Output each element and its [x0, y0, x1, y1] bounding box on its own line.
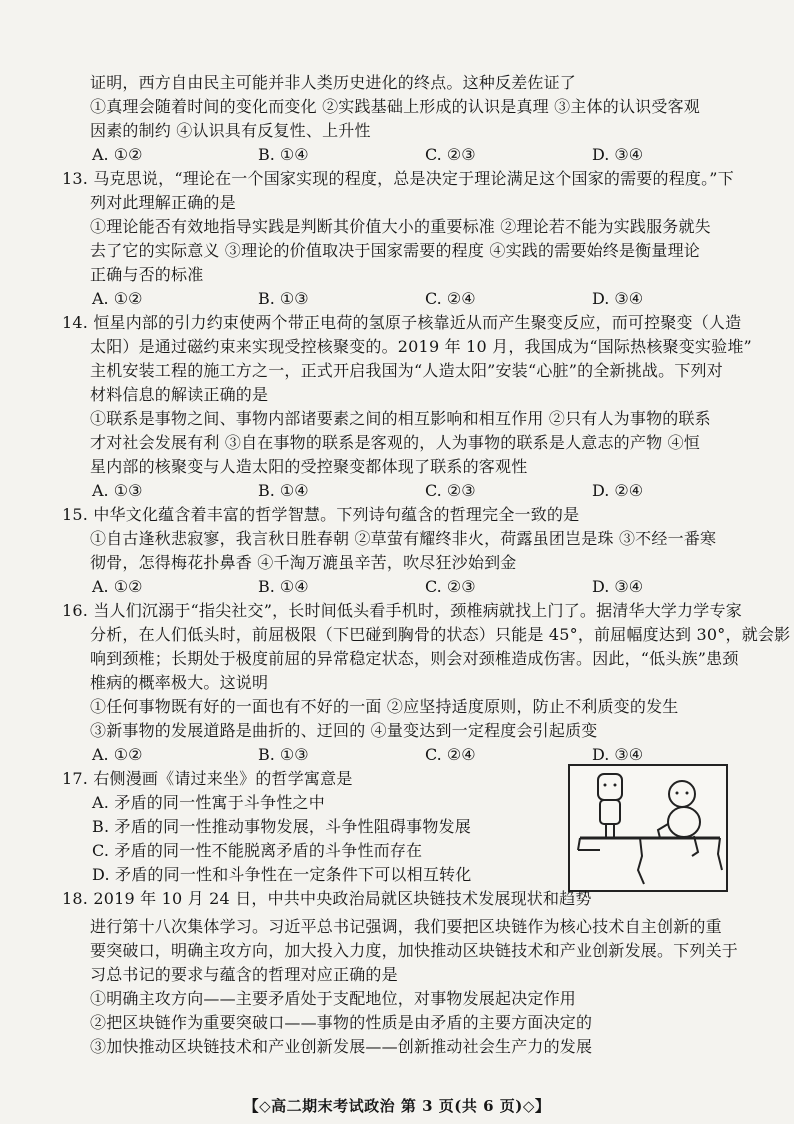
option-a[interactable]: A. ①③: [92, 481, 143, 500]
q17-option-a[interactable]: A. 矛盾的同一性寓于斗争性之中: [92, 793, 325, 812]
option-a[interactable]: A. ①②: [92, 289, 143, 308]
option-a[interactable]: A. ①②: [92, 145, 143, 164]
q16-options: [92, 745, 652, 765]
q12-line: ①真理会随着时间的变化而变化 ②实践基础上形成的认识是真理 ③主体的认识受客观: [90, 97, 700, 116]
q17-option-c[interactable]: C. 矛盾的同一性不能脱离矛盾的斗争性而存在: [92, 841, 423, 860]
q14-stem: 14. 恒星内部的引力约束使两个带正电荷的氢原子核靠近从而产生聚变反应，而可控聚变（人造: [62, 313, 742, 332]
q15-options: [92, 577, 652, 597]
option-b[interactable]: B. ①③: [258, 745, 309, 764]
q13-line: 正确与否的标准: [90, 265, 204, 284]
option-c[interactable]: C. ②④: [425, 289, 476, 308]
option-d[interactable]: D. ③④: [592, 289, 644, 308]
q18-line: 进行第十八次集体学习。习近平总书记强调，我们要把区块链作为核心技术自主创新的重: [90, 917, 722, 936]
option-c[interactable]: C. ②③: [425, 145, 476, 164]
option-a[interactable]: A. ①②: [92, 577, 143, 596]
q14-line: 材料信息的解读正确的是: [90, 385, 269, 404]
q16-stem: 16. 当人们沉溺于“指尖社交”，长时间低头看手机时，颈椎病就找上门了。据清华大学力学专家: [62, 601, 742, 620]
page-footer: 【◇高二期末考试政治 第 3 页(共 6 页)◇】: [243, 1097, 551, 1115]
q18-line: ②把区块链作为重要突破口——事物的性质是由矛盾的主要方面决定的: [90, 1013, 593, 1032]
q14-line: 才对社会发展有利 ③自在事物的联系是客观的，人为事物的联系是人意志的产物 ④恒: [90, 433, 700, 452]
option-b[interactable]: B. ①③: [258, 289, 309, 308]
cartoon-please-sit: [568, 764, 728, 892]
option-b[interactable]: B. ①④: [258, 145, 309, 164]
q17-option-b[interactable]: B. 矛盾的同一性推动事物发展，斗争性阻碍事物发展: [92, 817, 471, 836]
q12-options: [92, 145, 652, 165]
q16-line: 响到颈椎；长期处于极度前屈的异常稳定状态，则会对颈椎造成伤害。因此，“低头族”患颈: [90, 649, 739, 668]
q14-line: 主机安装工程的施工方之一，正式开启我国为“人造太阳”安装“心脏”的全新挑战。下列对: [90, 361, 723, 380]
q13-line: ①理论能否有效地指导实践是判断其价值大小的重要标准 ②理论若不能为实践服务就失: [90, 217, 711, 236]
q17-option-d[interactable]: D. 矛盾的同一性和斗争性在一定条件下可以相互转化: [92, 865, 472, 884]
option-a[interactable]: A. ①②: [92, 745, 143, 764]
q14-line: 星内部的核聚变与人造太阳的受控聚变都体现了联系的客观性: [90, 457, 528, 476]
q14-line: ①联系是事物之间、事物内部诸要素之间的相互影响和相互作用 ②只有人为事物的联系: [90, 409, 711, 428]
cartoon-drawing: [570, 766, 726, 890]
q12-line: 因素的制约 ④认识具有反复性、上升性: [90, 121, 371, 140]
q13-line: 去了它的实际意义 ③理论的价值取决于国家需要的程度 ④实践的需要始终是衡量理论: [90, 241, 700, 260]
q14-line: 太阳）是通过磁约束来实现受控核聚变的。2019 年 10 月，我国成为“国际热核聚变实验堆”: [90, 337, 752, 356]
q18-stem: 18. 2019 年 10 月 24 日，中共中央政治局就区块链技术发展现状和趋势: [62, 889, 592, 908]
q18-line: 习总书记的要求与蕴含的哲理对应正确的是: [90, 965, 398, 984]
q16-line: 椎病的概率极大。这说明: [90, 673, 269, 692]
q15-line: 彻骨，怎得梅花扑鼻香 ④千淘万漉虽辛苦，吹尽狂沙始到金: [90, 553, 517, 572]
option-b[interactable]: B. ①④: [258, 577, 309, 596]
option-c[interactable]: C. ②③: [425, 577, 476, 596]
q18-line: 要突破口，明确主攻方向，加大投入力度，加快推动区块链技术和产业创新发展。下列关于: [90, 941, 739, 960]
q15-line: ①自古逢秋悲寂寥，我言秋日胜春朝 ②草萤有耀终非火，荷露虽团岂是珠 ③不经一番寒: [90, 529, 717, 548]
option-c[interactable]: C. ②④: [425, 745, 476, 764]
option-d[interactable]: D. ③④: [592, 145, 644, 164]
q16-line: ①任何事物既有好的一面也有不好的一面 ②应坚持适度原则，防止不利质变的发生: [90, 697, 679, 716]
q18-line: ③加快推动区块链技术和产业创新发展——创新推动社会生产力的发展: [90, 1037, 593, 1056]
option-b[interactable]: B. ①④: [258, 481, 309, 500]
option-d[interactable]: D. ③④: [592, 745, 644, 764]
q13-stem: 13. 马克思说，“理论在一个国家实现的程度，总是决定于理论满足这个国家的需要的程度。”下: [62, 169, 734, 188]
option-c[interactable]: C. ②③: [425, 481, 476, 500]
q13-line: 列对此理解正确的是: [90, 193, 236, 212]
q18-line: ①明确主攻方向——主要矛盾处于支配地位，对事物发展起决定作用: [90, 989, 577, 1008]
option-d[interactable]: D. ③④: [592, 577, 644, 596]
q16-line: 分析，在人们低头时，前屈极限（下巴碰到胸骨的状态）只能是 45°，前屈幅度达到 30°，就会影: [90, 625, 791, 644]
q14-options: [92, 481, 652, 501]
q17-stem: 17. 右侧漫画《请过来坐》的哲学寓意是: [62, 769, 353, 788]
q16-line: ③新事物的发展道路是曲折的、迂回的 ④量变达到一定程度会引起质变: [90, 721, 598, 740]
q13-options: [92, 289, 652, 309]
q15-stem: 15. 中华文化蕴含着丰富的哲学智慧。下列诗句蕴含的哲理完全一致的是: [62, 505, 580, 524]
option-d[interactable]: D. ②④: [592, 481, 644, 500]
q12-line: 证明，西方自由民主可能并非人类历史进化的终点。这种反差佐证了: [90, 73, 577, 92]
